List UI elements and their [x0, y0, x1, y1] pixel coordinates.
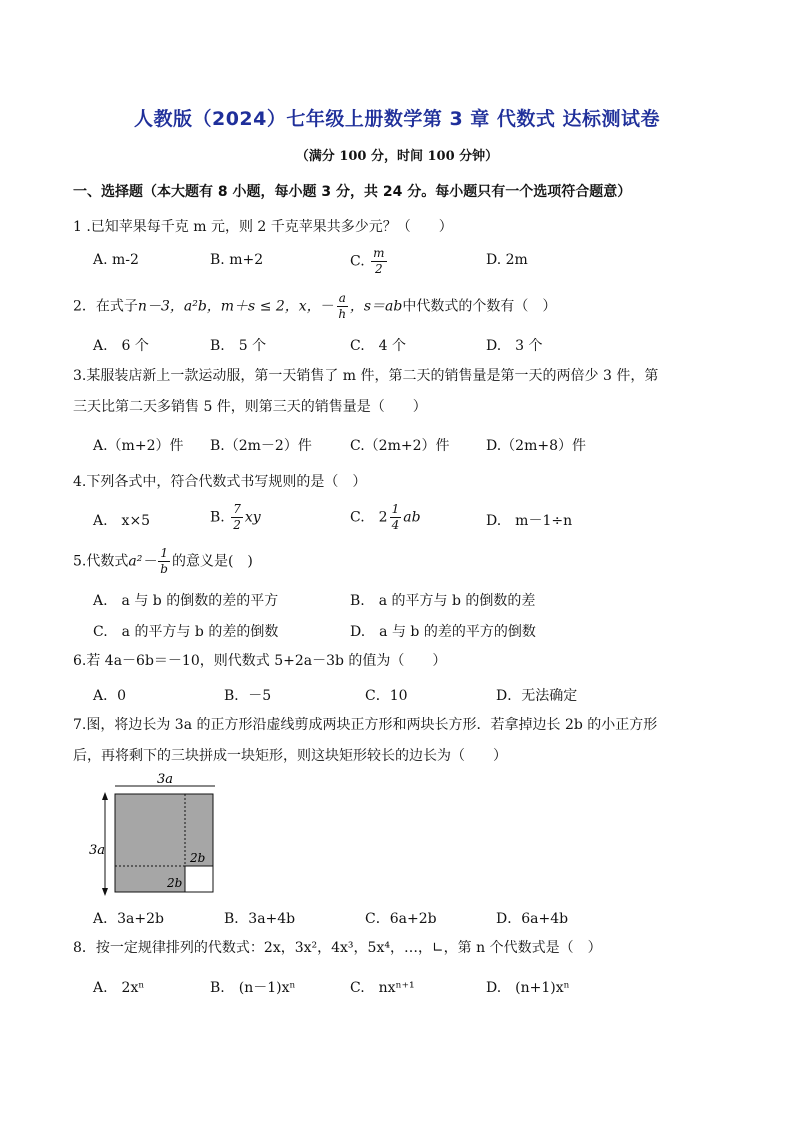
option-a: A．3a+2b [93, 911, 164, 927]
question-3-options [93, 435, 733, 461]
question-5-options-row1 [93, 590, 733, 616]
option-a: A. x×5 [93, 513, 151, 529]
option-b: B. a 的平方与 b 的倒数的差 [350, 593, 536, 609]
option-c: C. 4 个 [350, 338, 407, 354]
option-d: D. m－1÷n [486, 513, 573, 529]
question-7-options [93, 908, 733, 934]
question-5-options-row2 [93, 621, 733, 647]
option-b: B. (n－1)xⁿ [210, 980, 296, 996]
question-3-stem: 3.某服装店新上一款运动服，第一天销售了 m 件，第二天的销售量是第一天的两倍少 3 件，第 三天比第二天多销售 5 件，则第三天的销售量是（ ） [73, 368, 659, 415]
question-1-stem: 1 .已知苹果每千克 m 元，则 2 千克苹果共多少元？（ ） [73, 219, 453, 235]
option-d: D. (n+1)xⁿ [486, 980, 570, 996]
option-a: A．0 [93, 688, 127, 704]
arrow-down-icon [102, 888, 108, 896]
option-c: C. 2 $\frac{1}{4}$ ab [350, 502, 421, 532]
option-c: C. nxⁿ⁺¹ [350, 980, 415, 996]
label-inner-bottom: 2b [167, 876, 183, 890]
option-d: D. a 与 b 的差的平方的倒数 [350, 624, 536, 640]
question-7-stem: 7.图，将边长为 3a 的正方形沿虚线剪成两块正方形和两块长方形．若拿掉边长 2b 的小正方形 后，再将剩下的三块拼成一块矩形，则这块矩形较长的边长为（ ） [73, 717, 658, 764]
label-top: 3a [156, 772, 174, 787]
option-b: B. 5 个 [210, 338, 267, 354]
label-inner-right: 2b [190, 851, 206, 865]
option-c: C. $\frac{m}{2}$ [350, 246, 385, 276]
question-5-stem: 5.代数式a²－ $\frac{1}{b}$ 的意义是( ) [73, 546, 253, 576]
option-c: C.（2m+2）件 [350, 438, 450, 454]
question-8-stem: 8．按一定规律排列的代数式：2x，3x²，4x³，5x⁴，…，∟，第 n 个代数式是（ ） [73, 940, 602, 956]
option-c: C．10 [365, 688, 408, 704]
option-d: D. 3 个 [486, 338, 543, 354]
square-cut-diagram [85, 770, 225, 900]
question-2-stem: 2．在式子n－3，a²b，m＋s ≤ 2，x，－ $\frac{a}{h}$ ，s＝ab中代数式的个数有（ ） [73, 291, 557, 321]
option-a: A. m-2 [93, 252, 139, 268]
option-b: B. m+2 [210, 252, 264, 268]
option-d: D. 2m [486, 252, 528, 268]
option-a: A. 2xⁿ [93, 980, 145, 996]
question-2-options [93, 335, 733, 361]
option-d: D．无法确定 [496, 688, 578, 704]
option-b: B.（2m－2）件 [210, 438, 312, 454]
option-c: C．6a+2b [365, 911, 437, 927]
question-1-options [93, 246, 733, 278]
option-b: B. $\frac{7}{2}$ xy [210, 502, 261, 532]
section-heading: 一、选择题（本大题有 8 小题，每小题 3 分，共 24 分。每小题只有一个选项符合题意） [73, 184, 632, 200]
fraction-m-over-2: $\frac{m}{2}$ [373, 246, 385, 276]
question-8-options [93, 977, 733, 1003]
option-d: D.（2m+8）件 [486, 438, 586, 454]
option-a: A. 6 个 [93, 338, 149, 354]
exam-info: （满分 100 分，时间 100 分钟） [295, 149, 499, 164]
arrow-up-icon [102, 792, 108, 800]
option-a: A.（m+2）件 [93, 438, 184, 454]
question-6-stem: 6.若 4a－6b＝－10，则代数式 5+2a－3b 的值为（ ） [73, 653, 447, 669]
option-c: C. a 的平方与 b 的差的倒数 [93, 624, 279, 640]
option-a: A. a 与 b 的倒数的差的平方 [93, 593, 279, 609]
page-title: 人教版（2024）七年级上册数学第 3 章 代数式 达标测试卷 [133, 108, 661, 130]
small-square-removed [185, 866, 213, 892]
option-d: D．6a+4b [496, 911, 569, 927]
question-4-options [93, 502, 733, 536]
label-left: 3a [89, 843, 106, 858]
option-b: B．－5 [224, 688, 272, 704]
option-b: B．3a+4b [224, 911, 296, 927]
question-6-options [93, 685, 733, 711]
question-4-stem: 4.下列各式中，符合代数式书写规则的是（ ） [73, 474, 367, 490]
